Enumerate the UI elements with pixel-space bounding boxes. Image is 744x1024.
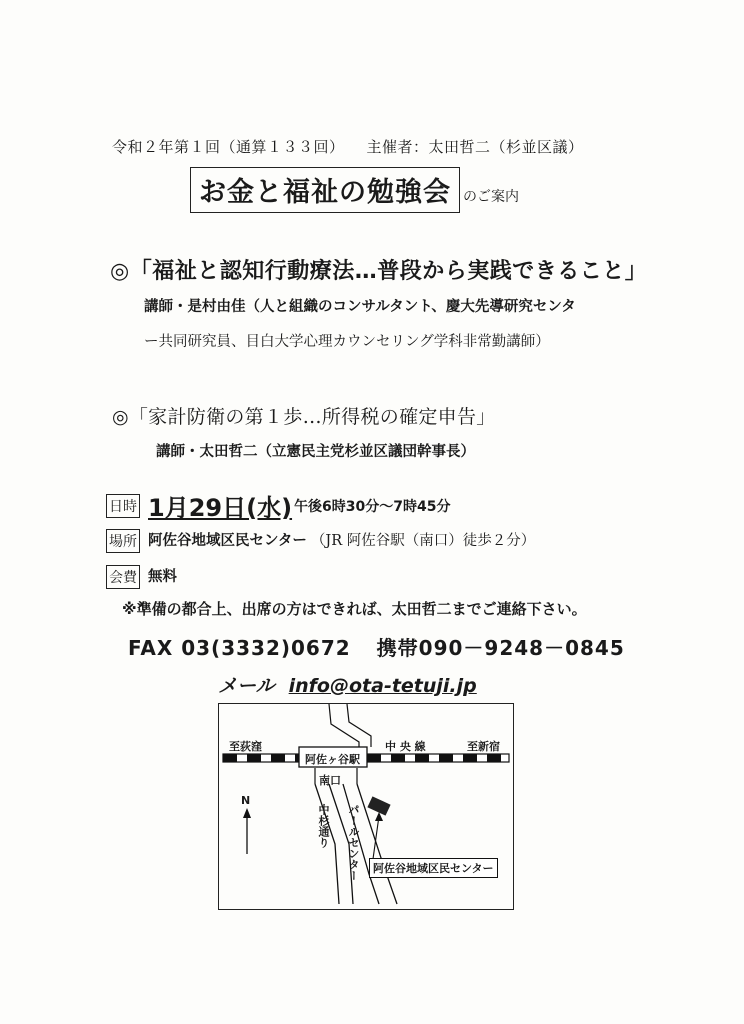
page-title bbox=[190, 167, 519, 213]
topic-1-lecturer-line1: 講師・是村由佳（人と組織のコンサルタント、慶大先導研究センタ bbox=[144, 299, 576, 315]
place-value: 阿佐谷地域区民センター bbox=[148, 533, 307, 549]
south-exit-label: 南口 bbox=[319, 774, 341, 787]
to-ogikubo-label: 至荻窪 bbox=[229, 740, 262, 753]
pearl-center-label: パールセンター bbox=[347, 804, 360, 881]
title-main: お金と福祉の勉強会 bbox=[190, 167, 460, 213]
fee-label: 会費 bbox=[106, 565, 140, 589]
north-label: N bbox=[241, 794, 251, 807]
time-value: 午後6時30分～7時45分 bbox=[294, 498, 451, 515]
fax-number: FAX 03(3332)0672 bbox=[128, 636, 351, 660]
topic-1-lecturer-line2: ー共同研究員、目白大学心理カウンセリング学科非常勤講師） bbox=[144, 334, 550, 350]
topic-2-lecturer: 講師・太田哲二（立憲民主党杉並区議団幹事長） bbox=[156, 444, 475, 460]
nakasugi-label: 中杉通り bbox=[317, 804, 330, 848]
mail-address-link[interactable]: info@ota-tetuji.jp bbox=[288, 675, 477, 697]
venue-label: 阿佐谷地域区民センター bbox=[369, 858, 498, 878]
date-row bbox=[106, 488, 451, 523]
mobile-number: 携帯090－9248－0845 bbox=[376, 636, 625, 660]
mail-row bbox=[218, 671, 477, 698]
map-graphic bbox=[219, 704, 513, 909]
header-line bbox=[112, 136, 584, 157]
date-value: 1月29日(水) bbox=[148, 494, 293, 522]
fee-row bbox=[106, 565, 177, 589]
access-map bbox=[218, 703, 514, 910]
place-label: 場所 bbox=[106, 529, 140, 553]
notice-text: ※準備の都合上、出席の方はできれば、太田哲二までご連絡下さい。 bbox=[122, 600, 587, 618]
place-row bbox=[106, 529, 535, 553]
session-info: 令和２年第１回（通算１３３回） bbox=[112, 138, 345, 156]
station-label: 阿佐ヶ谷駅 bbox=[305, 753, 360, 766]
topic-1-title: ◎「福祉と認知行動療法…普段から実践できること」 bbox=[110, 259, 648, 284]
topic-2-title: ◎「家計防衛の第１歩…所得税の確定申告」 bbox=[112, 406, 496, 428]
place-access: （JR 阿佐谷駅（南口）徒歩２分） bbox=[310, 533, 536, 549]
organizer-info: 主催者：太田哲二（杉並区議） bbox=[366, 138, 584, 156]
date-label: 日時 bbox=[106, 494, 140, 518]
mail-label: メール bbox=[218, 675, 275, 697]
contact-numbers bbox=[128, 632, 625, 661]
title-suffix: のご案内 bbox=[463, 189, 519, 205]
to-shinjuku-label: 至新宿 bbox=[467, 740, 500, 753]
road-north-2 bbox=[347, 704, 371, 747]
fee-value: 無料 bbox=[148, 569, 177, 585]
chuo-line-label: 中 央 線 bbox=[385, 740, 426, 753]
